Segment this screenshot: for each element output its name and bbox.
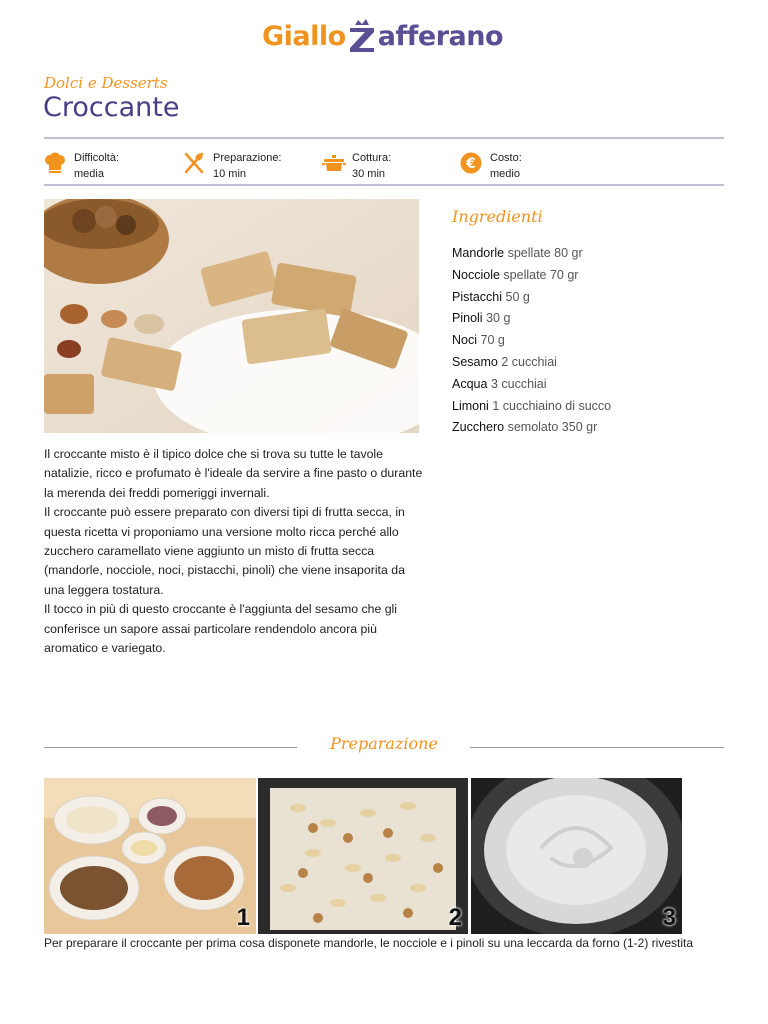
info-label: Cottura: bbox=[352, 152, 392, 164]
giallozafferano-logo[interactable] bbox=[262, 14, 512, 58]
info-value: medio bbox=[490, 168, 520, 180]
logo-text-giallo: Giallo bbox=[262, 20, 346, 52]
ingredient-item bbox=[452, 267, 611, 289]
info-divider bbox=[44, 184, 724, 186]
step-number: 3 bbox=[662, 904, 676, 931]
ingredient-qty: 2 cucchiai bbox=[501, 354, 557, 369]
prep-divider-left bbox=[44, 747, 297, 748]
step-photo-1 bbox=[44, 778, 256, 934]
step-description: Per preparare il croccante per prima cosa disponete mandorle, le nocciole e i pinoli su una leccarda da forno (1-2) rivestita bbox=[44, 936, 694, 950]
ingredient-qty: 30 g bbox=[486, 311, 511, 326]
info-label: Preparazione: bbox=[213, 152, 282, 164]
recipe-description bbox=[44, 445, 424, 658]
ingredient-qty: spellate 70 gr bbox=[503, 267, 579, 282]
description-paragraph: Il croccante può essere preparato con diversi tipi di frutta secca, in questa ricetta vi proponiamo una versione molto ricca perché allo zucchero caramellato viene aggiunto un misto di frutta secca (mandorle, nocciole, noci, pistacchi, pinoli) che viene insaporita da una leggera tostatura. bbox=[44, 505, 405, 597]
step-number: 2 bbox=[448, 904, 462, 931]
pot-icon bbox=[322, 152, 344, 174]
ingredients-title: Ingredienti bbox=[452, 207, 543, 226]
ingredient-qty: 1 cucchiaino di succo bbox=[492, 398, 612, 413]
svg-text:€: € bbox=[466, 156, 476, 172]
ingredient-item bbox=[452, 289, 611, 311]
logo-z-mark bbox=[347, 19, 377, 53]
ingredient-item bbox=[452, 354, 611, 376]
step-photo-2 bbox=[258, 778, 468, 934]
info-difficulty bbox=[44, 150, 119, 182]
recipe-title: Croccante bbox=[43, 92, 180, 123]
euro-icon bbox=[460, 152, 482, 174]
description-paragraph: Il croccante misto è il tipico dolce che si trova su tutte le tavole natalizie, ricco e profumato è l'ideale da servire a fine pasto o durante la merenda dei freddi pomeriggi invernali. bbox=[44, 447, 423, 500]
description-paragraph: Il tocco in più di questo croccante è l'aggiunta del sesamo che gli conferisce un sapore assai particolare rendendolo ancora più aromatico e variegato. bbox=[44, 602, 398, 656]
info-label: Costo: bbox=[490, 152, 522, 164]
ingredient-item bbox=[452, 376, 611, 398]
info-value: 30 min bbox=[352, 168, 386, 180]
ingredient-name: Noci bbox=[452, 333, 478, 348]
chef-hat-icon bbox=[44, 152, 66, 174]
ingredient-name: Acqua bbox=[452, 376, 488, 391]
utensils-icon bbox=[183, 152, 205, 174]
ingredient-qty: 3 cucchiai bbox=[490, 376, 547, 391]
ingredient-name: Pistacchi bbox=[452, 289, 503, 304]
ingredient-name: Nocciole bbox=[452, 267, 500, 282]
ingredient-item bbox=[452, 419, 611, 441]
ingredient-item bbox=[452, 398, 611, 420]
ingredients-list bbox=[452, 245, 611, 441]
ingredient-item bbox=[452, 332, 611, 354]
title-divider bbox=[44, 137, 724, 139]
ingredient-qty: 50 g bbox=[505, 289, 530, 304]
step-photo-3 bbox=[471, 778, 682, 934]
recipe-category[interactable]: Dolci e Desserts bbox=[44, 74, 168, 92]
info-value: 10 min bbox=[213, 168, 247, 180]
ingredient-item bbox=[452, 310, 611, 332]
info-value: media bbox=[74, 168, 104, 180]
preparation-title: Preparazione bbox=[330, 734, 438, 753]
prep-divider-right bbox=[470, 747, 724, 748]
ingredient-qty: semolato 350 gr bbox=[507, 420, 598, 435]
ingredient-qty: 70 g bbox=[480, 333, 505, 348]
step-number: 1 bbox=[236, 904, 250, 931]
ingredient-name: Sesamo bbox=[452, 354, 498, 369]
info-cooking bbox=[322, 150, 391, 182]
info-label: Difficoltà: bbox=[74, 152, 120, 164]
ingredient-name: Pinoli bbox=[452, 311, 483, 326]
ingredient-name: Mandorle bbox=[452, 246, 505, 260]
recipe-main-photo bbox=[44, 199, 419, 433]
info-preparation bbox=[183, 150, 282, 182]
ingredient-name: Limoni bbox=[452, 398, 489, 413]
ingredient-qty: spellate 80 gr bbox=[507, 246, 583, 260]
ingredient-item bbox=[452, 245, 611, 267]
info-cost bbox=[460, 150, 522, 182]
logo-text-afferano: afferano bbox=[377, 20, 504, 52]
ingredient-name: Zucchero bbox=[452, 420, 505, 435]
